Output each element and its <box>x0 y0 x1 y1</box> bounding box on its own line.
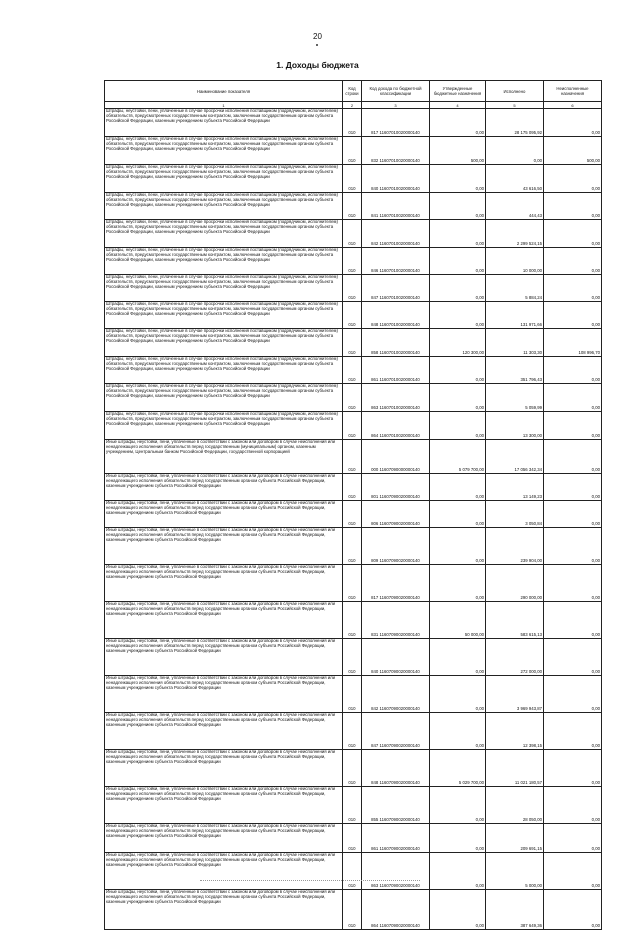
classification-code: 817 11607010020000140 <box>362 109 430 137</box>
approved-value: 0,00 <box>430 220 486 248</box>
approved-value: 0,00 <box>430 302 486 329</box>
executed-value: 5 884,24 <box>486 275 544 302</box>
line-code: 010 <box>343 193 362 220</box>
column-number-row <box>105 102 602 109</box>
unexecuted-value: 0,00 <box>544 528 602 565</box>
indicator-name: Штрафы, неустойки, пени, уплаченные в случае просрочки исполнения поставщиком (подрядчиком, исполнителем) обязательств, предусмотренных государственным контрактом, заключенным государственным органом субъекта Российской Федерации, казенным учреждением субъекта Российской Федерации <box>105 357 343 384</box>
line-code: 010 <box>343 853 362 890</box>
line-code: 010 <box>343 890 362 930</box>
line-code: 010 <box>343 357 362 384</box>
unexecuted-value: 0,00 <box>544 639 602 676</box>
line-code: 010 <box>343 528 362 565</box>
line-code: 010 <box>343 302 362 329</box>
approved-value: 0,00 <box>430 384 486 412</box>
classification-code: 848 11607010020000140 <box>362 302 430 329</box>
approved-value: 0,00 <box>430 412 486 440</box>
approved-value: 0,00 <box>430 193 486 220</box>
indicator-name: Иные штрафы, неустойки, пени, уплаченные в соответствии с законом или договором в случае неисполнения или ненадлежащего исполнения обязательств перед государственным органом субъекта Российской Федерации, казенным учреждением субъекта Российской Федерации <box>105 602 343 639</box>
approved-value: 50 000,00 <box>430 602 486 639</box>
classification-code: 801 11607090020000140 <box>362 474 430 501</box>
table-row <box>105 165 602 193</box>
classification-code: 861 11607010020000140 <box>362 357 430 384</box>
line-code: 010 <box>343 329 362 357</box>
approved-value: 0,00 <box>430 501 486 528</box>
header-unexecuted: Неисполненные назначения <box>544 81 602 102</box>
executed-value: 3 050,84 <box>486 501 544 528</box>
indicator-name: Штрафы, неустойки, пени, уплаченные в случае просрочки исполнения поставщиком (подрядчиком, исполнителем) обязательств, предусмотренных государственным контрактом, заключенным государственным органом субъекта Российской Федерации, казенным учреждением субъекта Российской Федерации <box>105 329 343 357</box>
executed-value: 13 149,23 <box>486 474 544 501</box>
approved-value: 0,00 <box>430 824 486 853</box>
executed-value: 28 050,00 <box>486 787 544 824</box>
line-code: 010 <box>343 639 362 676</box>
table-row <box>105 384 602 412</box>
classification-code: 806 11607090020000140 <box>362 501 430 528</box>
classification-code: 858 11607010020000140 <box>362 329 430 357</box>
table-row <box>105 248 602 275</box>
executed-value: 290 000,00 <box>486 565 544 602</box>
table-row <box>105 750 602 787</box>
unexecuted-value: 0,00 <box>544 193 602 220</box>
line-code: 010 <box>343 474 362 501</box>
approved-value: 0,00 <box>430 787 486 824</box>
approved-value: 0,00 <box>430 165 486 193</box>
table-row <box>105 302 602 329</box>
indicator-name: Иные штрафы, неустойки, пени, уплаченные в соответствии с законом или договором в случае неисполнения или ненадлежащего исполнения обязательств перед государственным органом субъекта Российской Федерации, казенным учреждением субъекта Российской Федерации <box>105 676 343 713</box>
indicator-name: Штрафы, неустойки, пени, уплаченные в случае просрочки исполнения поставщиком (подрядчиком, исполнителем) обязательств, предусмотренных государственным контрактом, заключенным государственным органом субъекта Российской Федерации, казенным учреждением субъекта Российской Федерации <box>105 275 343 302</box>
classification-code: 847 11607010020000140 <box>362 275 430 302</box>
classification-code: 848 11607090020000140 <box>362 750 430 787</box>
table-row <box>105 329 602 357</box>
table-row <box>105 412 602 440</box>
income-table <box>104 80 602 930</box>
indicator-name: Иные штрафы, неустойки, пени, уплаченные в соответствии с законом или договором в случае неисполнения или ненадлежащего исполнения обязательств перед государственным органом субъекта Российской Федерации, казенным учреждением субъекта Российской Федерации <box>105 713 343 750</box>
column-number: 2 <box>343 102 362 109</box>
table-row <box>105 137 602 165</box>
executed-value: 13 300,00 <box>486 412 544 440</box>
classification-code: 864 11607010020000140 <box>362 412 430 440</box>
executed-value: 10 000,00 <box>486 248 544 275</box>
executed-value: 209 691,15 <box>486 824 544 853</box>
table-row <box>105 501 602 528</box>
classification-code: 846 11607010020000140 <box>362 248 430 275</box>
unexecuted-value: 0,00 <box>544 109 602 137</box>
table-row <box>105 565 602 602</box>
approved-value: 0,00 <box>430 357 486 384</box>
table-row <box>105 824 602 853</box>
unexecuted-value: 0,00 <box>544 565 602 602</box>
approved-value: 0,00 <box>430 890 486 930</box>
classification-code: 863 11607090020000140 <box>362 853 430 890</box>
executed-value: 387 649,36 <box>486 890 544 930</box>
classification-code: 831 11607090020000140 <box>362 602 430 639</box>
approved-value: 0,00 <box>430 565 486 602</box>
approved-value: 0,00 <box>430 248 486 275</box>
unexecuted-value: 0,00 <box>544 412 602 440</box>
table-row <box>105 676 602 713</box>
line-code: 010 <box>343 412 362 440</box>
approved-value: 0,00 <box>430 275 486 302</box>
indicator-name: Иные штрафы, неустойки, пени, уплаченные в соответствии с законом или договором в случае неисполнения или ненадлежащего исполнения обязательств перед государственным органом субъекта Российской Федерации, казенным учреждением субъекта Российской Федерации <box>105 474 343 501</box>
executed-value: 444,43 <box>486 193 544 220</box>
executed-value: 17 056 342,34 <box>486 440 544 474</box>
table-row <box>105 639 602 676</box>
indicator-name: Штрафы, неустойки, пени, уплаченные в случае просрочки исполнения поставщиком (подрядчиком, исполнителем) обязательств, предусмотренных государственным контрактом, заключенным государственным органом субъекта Российской Федерации, казенным учреждением субъекта Российской Федерации <box>105 302 343 329</box>
unexecuted-value: 0,00 <box>544 165 602 193</box>
table-row <box>105 713 602 750</box>
unexecuted-value: 0,00 <box>544 302 602 329</box>
line-code: 010 <box>343 602 362 639</box>
header-executed: Исполнено <box>486 81 544 102</box>
approved-value: 0,00 <box>430 528 486 565</box>
executed-value: 3 969 943,87 <box>486 676 544 713</box>
indicator-name: Штрафы, неустойки, пени, уплаченные в случае просрочки исполнения поставщиком (подрядчиком, исполнителем) обязательств, предусмотренных государственным контрактом, заключенным государственным органом субъекта Российской Федерации, казенным учреждением субъекта Российской Федерации <box>105 412 343 440</box>
line-code: 010 <box>343 750 362 787</box>
page-title: 1. Доходы бюджета <box>276 60 359 70</box>
indicator-name: Иные штрафы, неустойки, пени, уплаченные в соответствии с законом или договором в случае неисполнения или ненадлежащего исполнения обязательств перед государственным (муниципальным) органом, казенным учреждением, Центральным банком Российской Федерации, государственной корпорацией <box>105 440 343 474</box>
classification-code: 864 11607090020000140 <box>362 890 430 930</box>
unexecuted-value: 0,00 <box>544 890 602 930</box>
classification-code: 000 11607090000000140 <box>362 440 430 474</box>
table-row <box>105 474 602 501</box>
bottom-divider <box>200 880 420 881</box>
classification-code: 840 11607090020000140 <box>362 639 430 676</box>
table-body <box>105 109 602 930</box>
classification-code: 809 11607090020000140 <box>362 528 430 565</box>
indicator-name: Иные штрафы, неустойки, пени, уплаченные в соответствии с законом или договором в случае неисполнения или ненадлежащего исполнения обязательств перед государственным органом субъекта Российской Федерации, казенным учреждением субъекта Российской Федерации <box>105 787 343 824</box>
line-code: 010 <box>343 713 362 750</box>
table-row <box>105 890 602 930</box>
unexecuted-value: 0,00 <box>544 787 602 824</box>
indicator-name: Штрафы, неустойки, пени, уплаченные в случае просрочки исполнения поставщиком (подрядчиком, исполнителем) обязательств, предусмотренных государственным контрактом, заключенным государственным органом субъекта Российской Федерации, казенным учреждением субъекта Российской Федерации <box>105 165 343 193</box>
table-row <box>105 528 602 565</box>
unexecuted-value: 0,00 <box>544 602 602 639</box>
indicator-name: Штрафы, неустойки, пени, уплаченные в случае просрочки исполнения поставщиком (подрядчиком, исполнителем) обязательств, предусмотренных государственным контрактом, заключенным государственным органом субъекта Российской Федерации, казенным учреждением субъекта Российской Федерации <box>105 109 343 137</box>
header-approved: Утвержденные бюджетные назначения <box>430 81 486 102</box>
unexecuted-value: 0,00 <box>544 853 602 890</box>
unexecuted-value: 0,00 <box>544 474 602 501</box>
approved-value: 500,00 <box>430 137 486 165</box>
indicator-name: Иные штрафы, неустойки, пени, уплаченные в соответствии с законом или договором в случае неисполнения или ненадлежащего исполнения обязательств перед государственным органом субъекта Российской Федерации, казенным учреждением субъекта Российской Федерации <box>105 890 343 930</box>
executed-value: 2 299 524,15 <box>486 220 544 248</box>
table-row <box>105 602 602 639</box>
unexecuted-value: 0,00 <box>544 275 602 302</box>
classification-code: 861 11607090020000140 <box>362 824 430 853</box>
line-code: 010 <box>343 440 362 474</box>
line-code: 010 <box>343 165 362 193</box>
table-row <box>105 220 602 248</box>
indicator-name: Иные штрафы, неустойки, пени, уплаченные в соответствии с законом или договором в случае неисполнения или ненадлежащего исполнения обязательств перед государственным органом субъекта Российской Федерации, казенным учреждением субъекта Российской Федерации <box>105 565 343 602</box>
indicator-name: Иные штрафы, неустойки, пени, уплаченные в соответствии с законом или договором в случае неисполнения или ненадлежащего исполнения обязательств перед государственным органом субъекта Российской Федерации, казенным учреждением субъекта Российской Федерации <box>105 528 343 565</box>
executed-value: 12 398,15 <box>486 713 544 750</box>
unexecuted-value: 0,00 <box>544 220 602 248</box>
column-number: 5 <box>486 102 544 109</box>
column-number: 3 <box>362 102 430 109</box>
approved-value: 0,00 <box>430 639 486 676</box>
classification-code: 863 11607010020000140 <box>362 384 430 412</box>
classification-code: 847 11607090020000140 <box>362 713 430 750</box>
line-code: 010 <box>343 137 362 165</box>
column-number: 6 <box>544 102 602 109</box>
unexecuted-value: 0,00 <box>544 248 602 275</box>
executed-value: 11 021 180,57 <box>486 750 544 787</box>
approved-value: 0,00 <box>430 676 486 713</box>
classification-code: 842 11607090020000140 <box>362 676 430 713</box>
executed-value: 239 904,00 <box>486 528 544 565</box>
classification-code: 842 11607010020000140 <box>362 220 430 248</box>
unexecuted-value: 0,00 <box>544 501 602 528</box>
line-code: 010 <box>343 501 362 528</box>
table-row <box>105 109 602 137</box>
line-code: 010 <box>343 565 362 602</box>
executed-value: 131 971,66 <box>486 302 544 329</box>
approved-value: 120 300,00 <box>430 329 486 357</box>
table-row <box>105 193 602 220</box>
header-indicator-name: Наименование показателя <box>105 81 343 102</box>
executed-value: 5 000,00 <box>486 853 544 890</box>
table-row <box>105 440 602 474</box>
approved-value: 0,00 <box>430 474 486 501</box>
unexecuted-value: 0,00 <box>544 713 602 750</box>
line-code: 010 <box>343 787 362 824</box>
header-classification-code: Код дохода по бюджетной классификации <box>362 81 430 102</box>
indicator-name: Иные штрафы, неустойки, пени, уплаченные в соответствии с законом или договором в случае неисполнения или ненадлежащего исполнения обязательств перед государственным органом субъекта Российской Федерации, казенным учреждением субъекта Российской Федерации <box>105 501 343 528</box>
line-code: 010 <box>343 676 362 713</box>
approved-value: 5 029 700,00 <box>430 750 486 787</box>
classification-code: 832 11607010020000140 <box>362 137 430 165</box>
unexecuted-value: 0,00 <box>544 750 602 787</box>
column-number: 1 <box>105 102 343 109</box>
classification-code: 817 11607090020000140 <box>362 565 430 602</box>
table-row <box>105 787 602 824</box>
executed-value: 11 303,30 <box>486 329 544 357</box>
table-row <box>105 275 602 302</box>
executed-value: 583 615,13 <box>486 602 544 639</box>
approved-value: 0,00 <box>430 853 486 890</box>
line-code: 010 <box>343 275 362 302</box>
column-number: 4 <box>430 102 486 109</box>
line-code: 010 <box>343 384 362 412</box>
classification-code: 841 11607010020000140 <box>362 193 430 220</box>
table-row <box>105 357 602 384</box>
unexecuted-value: 0,00 <box>544 357 602 384</box>
approved-value: 0,00 <box>430 109 486 137</box>
unexecuted-value: 500,00 <box>544 137 602 165</box>
executed-value: 28 175 095,92 <box>486 109 544 137</box>
table-header-row <box>105 81 602 102</box>
unexecuted-value: 0,00 <box>544 440 602 474</box>
line-code: 010 <box>343 824 362 853</box>
approved-value: 0,00 <box>430 713 486 750</box>
classification-code: 840 11607010020000140 <box>362 165 430 193</box>
unexecuted-value: 108 996,70 <box>544 329 602 357</box>
line-code: 010 <box>343 220 362 248</box>
indicator-name: Иные штрафы, неустойки, пени, уплаченные в соответствии с законом или договором в случае неисполнения или ненадлежащего исполнения обязательств перед государственным органом субъекта Российской Федерации, казенным учреждением субъекта Российской Федерации <box>105 853 343 890</box>
line-code: 010 <box>343 109 362 137</box>
header-line-code: Код строки <box>343 81 362 102</box>
table-row <box>105 853 602 890</box>
page-number: 20 <box>313 32 322 41</box>
unexecuted-value: 0,00 <box>544 676 602 713</box>
indicator-name: Штрафы, неустойки, пени, уплаченные в случае просрочки исполнения поставщиком (подрядчиком, исполнителем) обязательств, предусмотренных государственным контрактом, заключенным государственным органом субъекта Российской Федерации, казенным учреждением субъекта Российской Федерации <box>105 137 343 165</box>
indicator-name: Иные штрафы, неустойки, пени, уплаченные в соответствии с законом или договором в случае неисполнения или ненадлежащего исполнения обязательств перед государственным органом субъекта Российской Федерации, казенным учреждением субъекта Российской Федерации <box>105 750 343 787</box>
indicator-name: Штрафы, неустойки, пени, уплаченные в случае просрочки исполнения поставщиком (подрядчиком, исполнителем) обязательств, предусмотренных государственным контрактом, заключенным государственным органом субъекта Российской Федерации, казенным учреждением субъекта Российской Федерации <box>105 220 343 248</box>
executed-value: 43 616,50 <box>486 165 544 193</box>
executed-value: 272 000,00 <box>486 639 544 676</box>
line-code: 010 <box>343 248 362 275</box>
approved-value: 5 079 700,00 <box>430 440 486 474</box>
page-dot <box>316 44 318 46</box>
executed-value: 0,00 <box>486 137 544 165</box>
classification-code: 855 11607090020000140 <box>362 787 430 824</box>
indicator-name: Штрафы, неустойки, пени, уплаченные в случае просрочки исполнения поставщиком (подрядчиком, исполнителем) обязательств, предусмотренных государственным контрактом, заключенным государственным органом субъекта Российской Федерации, казенным учреждением субъекта Российской Федерации <box>105 384 343 412</box>
indicator-name: Иные штрафы, неустойки, пени, уплаченные в соответствии с законом или договором в случае неисполнения или ненадлежащего исполнения обязательств перед государственным органом субъекта Российской Федерации, казенным учреждением субъекта Российской Федерации <box>105 639 343 676</box>
unexecuted-value: 0,00 <box>544 384 602 412</box>
indicator-name: Штрафы, неустойки, пени, уплаченные в случае просрочки исполнения поставщиком (подрядчиком, исполнителем) обязательств, предусмотренных государственным контрактом, заключенным государственным органом субъекта Российской Федерации, казенным учреждением субъекта Российской Федерации <box>105 193 343 220</box>
executed-value: 5 059,99 <box>486 384 544 412</box>
executed-value: 351 796,43 <box>486 357 544 384</box>
indicator-name: Штрафы, неустойки, пени, уплаченные в случае просрочки исполнения поставщиком (подрядчиком, исполнителем) обязательств, предусмотренных государственным контрактом, заключенным государственным органом субъекта Российской Федерации, казенным учреждением субъекта Российской Федерации <box>105 248 343 275</box>
indicator-name: Иные штрафы, неустойки, пени, уплаченные в соответствии с законом или договором в случае неисполнения или ненадлежащего исполнения обязательств перед государственным органом субъекта Российской Федерации, казенным учреждением субъекта Российской Федерации <box>105 824 343 853</box>
unexecuted-value: 0,00 <box>544 824 602 853</box>
